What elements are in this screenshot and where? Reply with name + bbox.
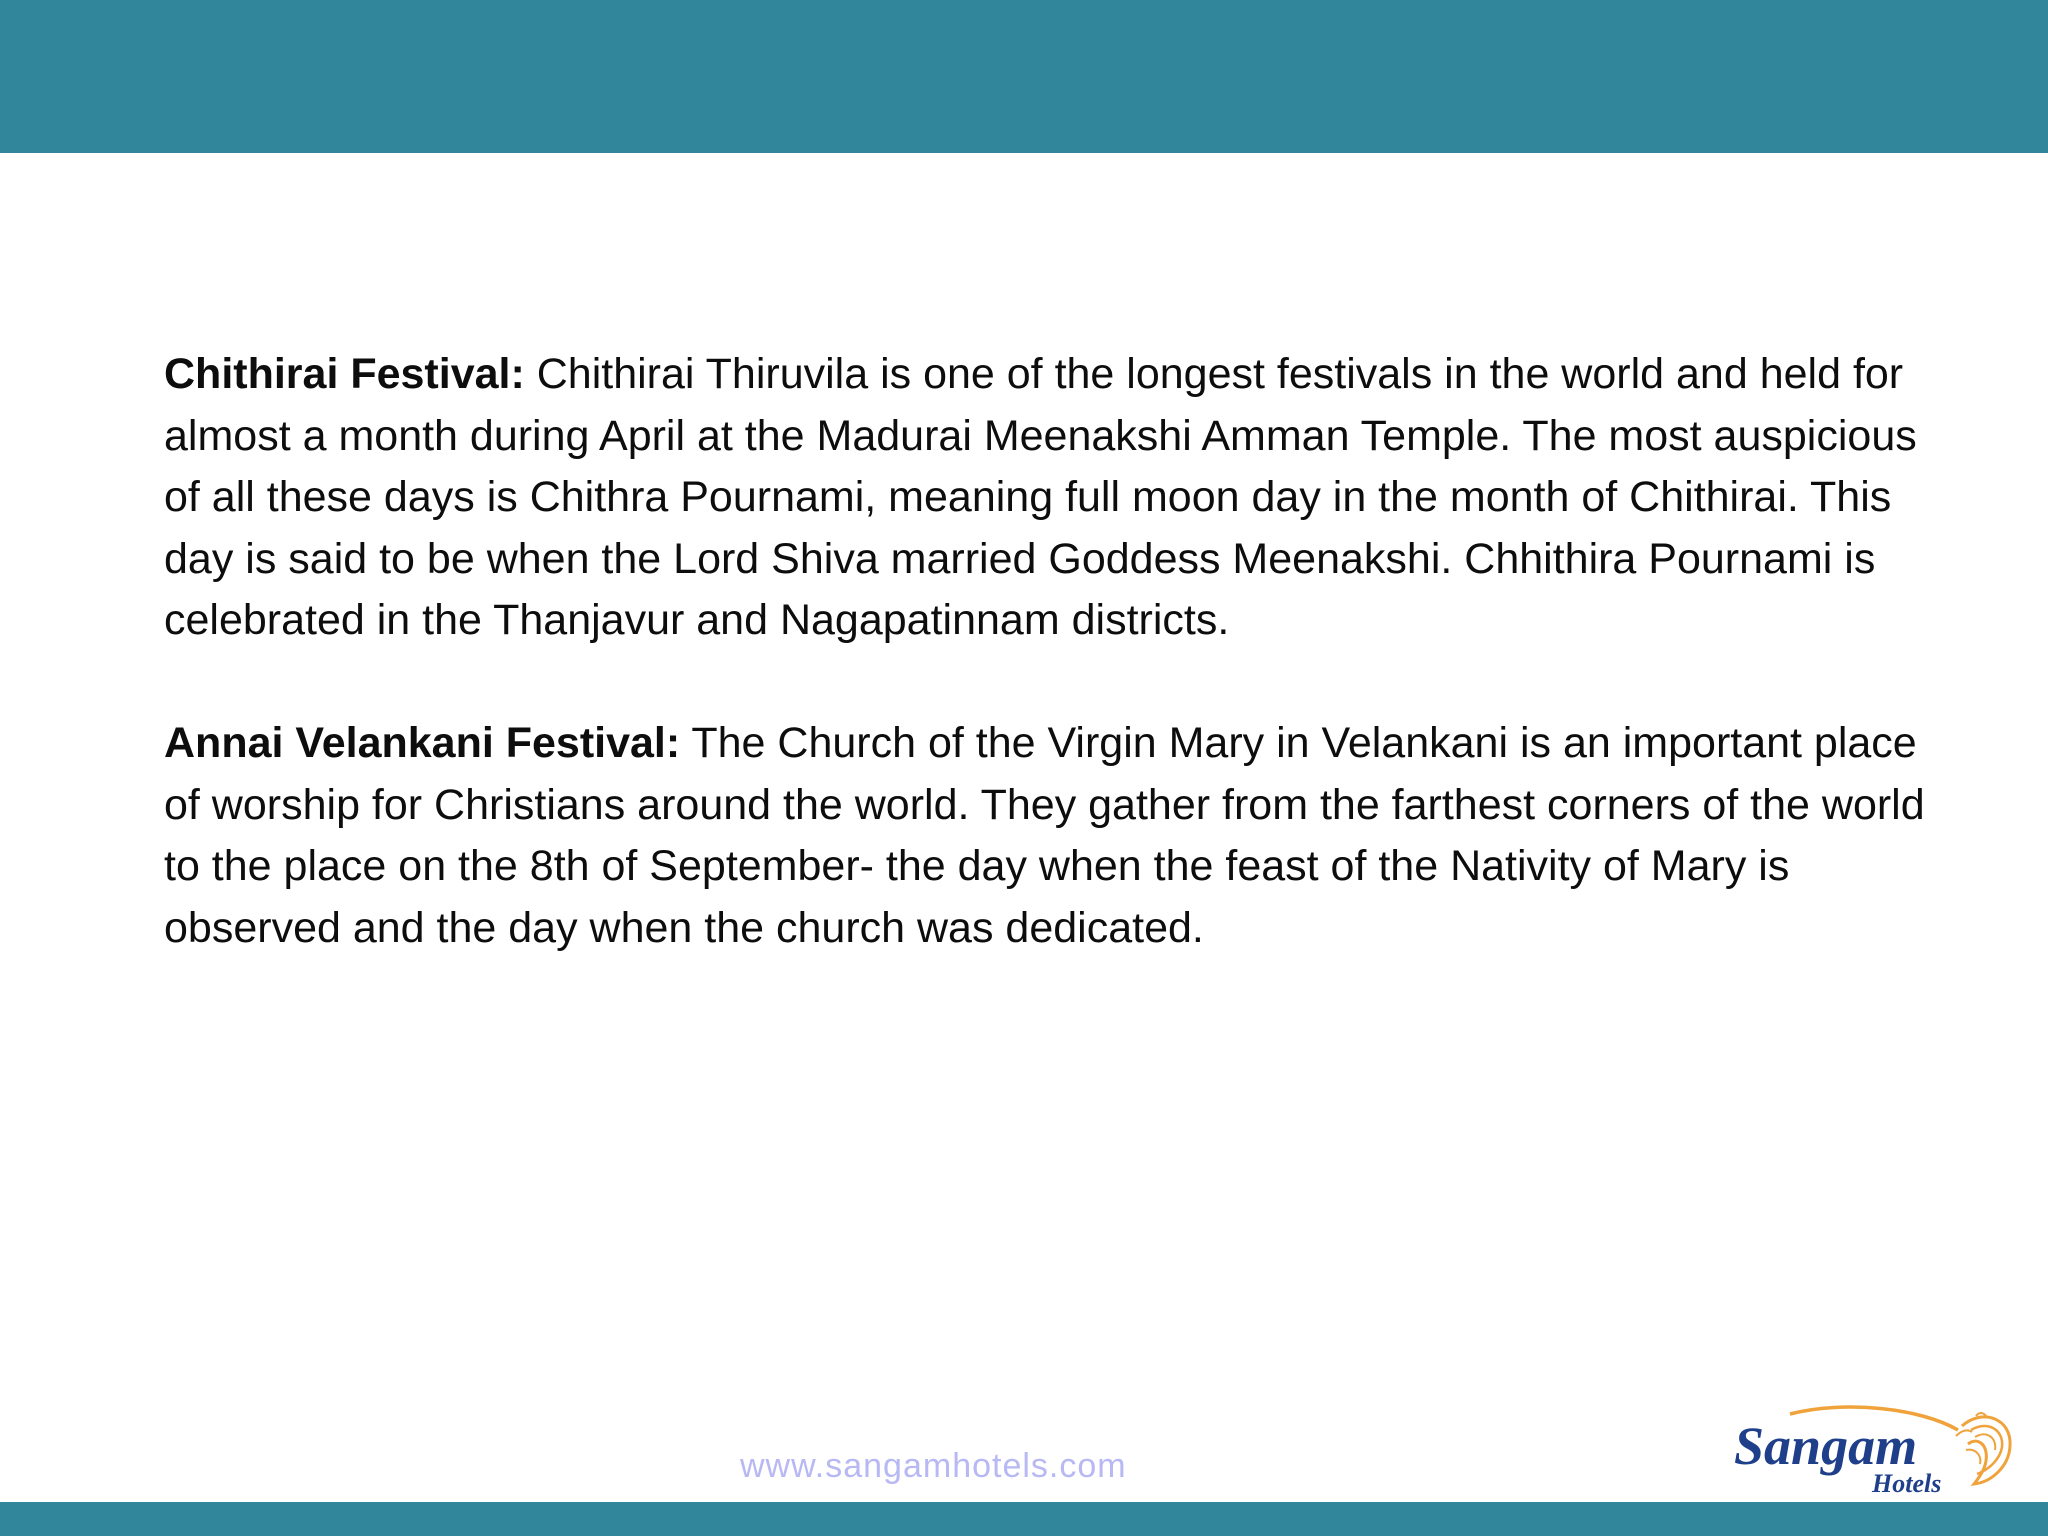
paragraph-term: Chithirai Festival:	[164, 350, 525, 398]
paragraph-term: Annai Velankani Festival:	[164, 719, 681, 767]
header-bar	[0, 0, 2048, 153]
paragraph-chithirai-festival	[164, 344, 1944, 652]
website-url: www.sangamhotels.com	[740, 1447, 1127, 1485]
logo-brand-text: Sangam	[1734, 1416, 1918, 1476]
paragraph-body: The Church of the Virgin Mary in Velankani is an important place of worship for Christians around the world. They gather from the farthest corners of the world to the place on the 8th of September- the day when the feast of the Nativity of Mary is observed and the day when the church was dedicated.	[164, 719, 1925, 952]
paragraph-body: Chithirai Thiruvila is one of the longest festivals in the world and held for almost a month during April at the Madurai Meenakshi Amman Temple. The most auspicious of all these days is Chithra Pournami, meaning full moon day in the month of Chithirai. This day is said to be when the Lord Shiva married Goddess Meenakshi. Chhithira Pournami is celebrated in the Thanjavur and Nagapatinnam districts.	[164, 350, 1917, 644]
sangam-hotels-logo	[1730, 1402, 2020, 1502]
paragraph-annai-velankani-festival	[164, 713, 1944, 959]
logo-sub-text: Hotels	[1872, 1469, 1942, 1498]
conch-shell-icon	[1956, 1413, 2010, 1484]
festival-text	[164, 344, 1944, 1021]
footer-bar	[0, 1502, 2048, 1536]
